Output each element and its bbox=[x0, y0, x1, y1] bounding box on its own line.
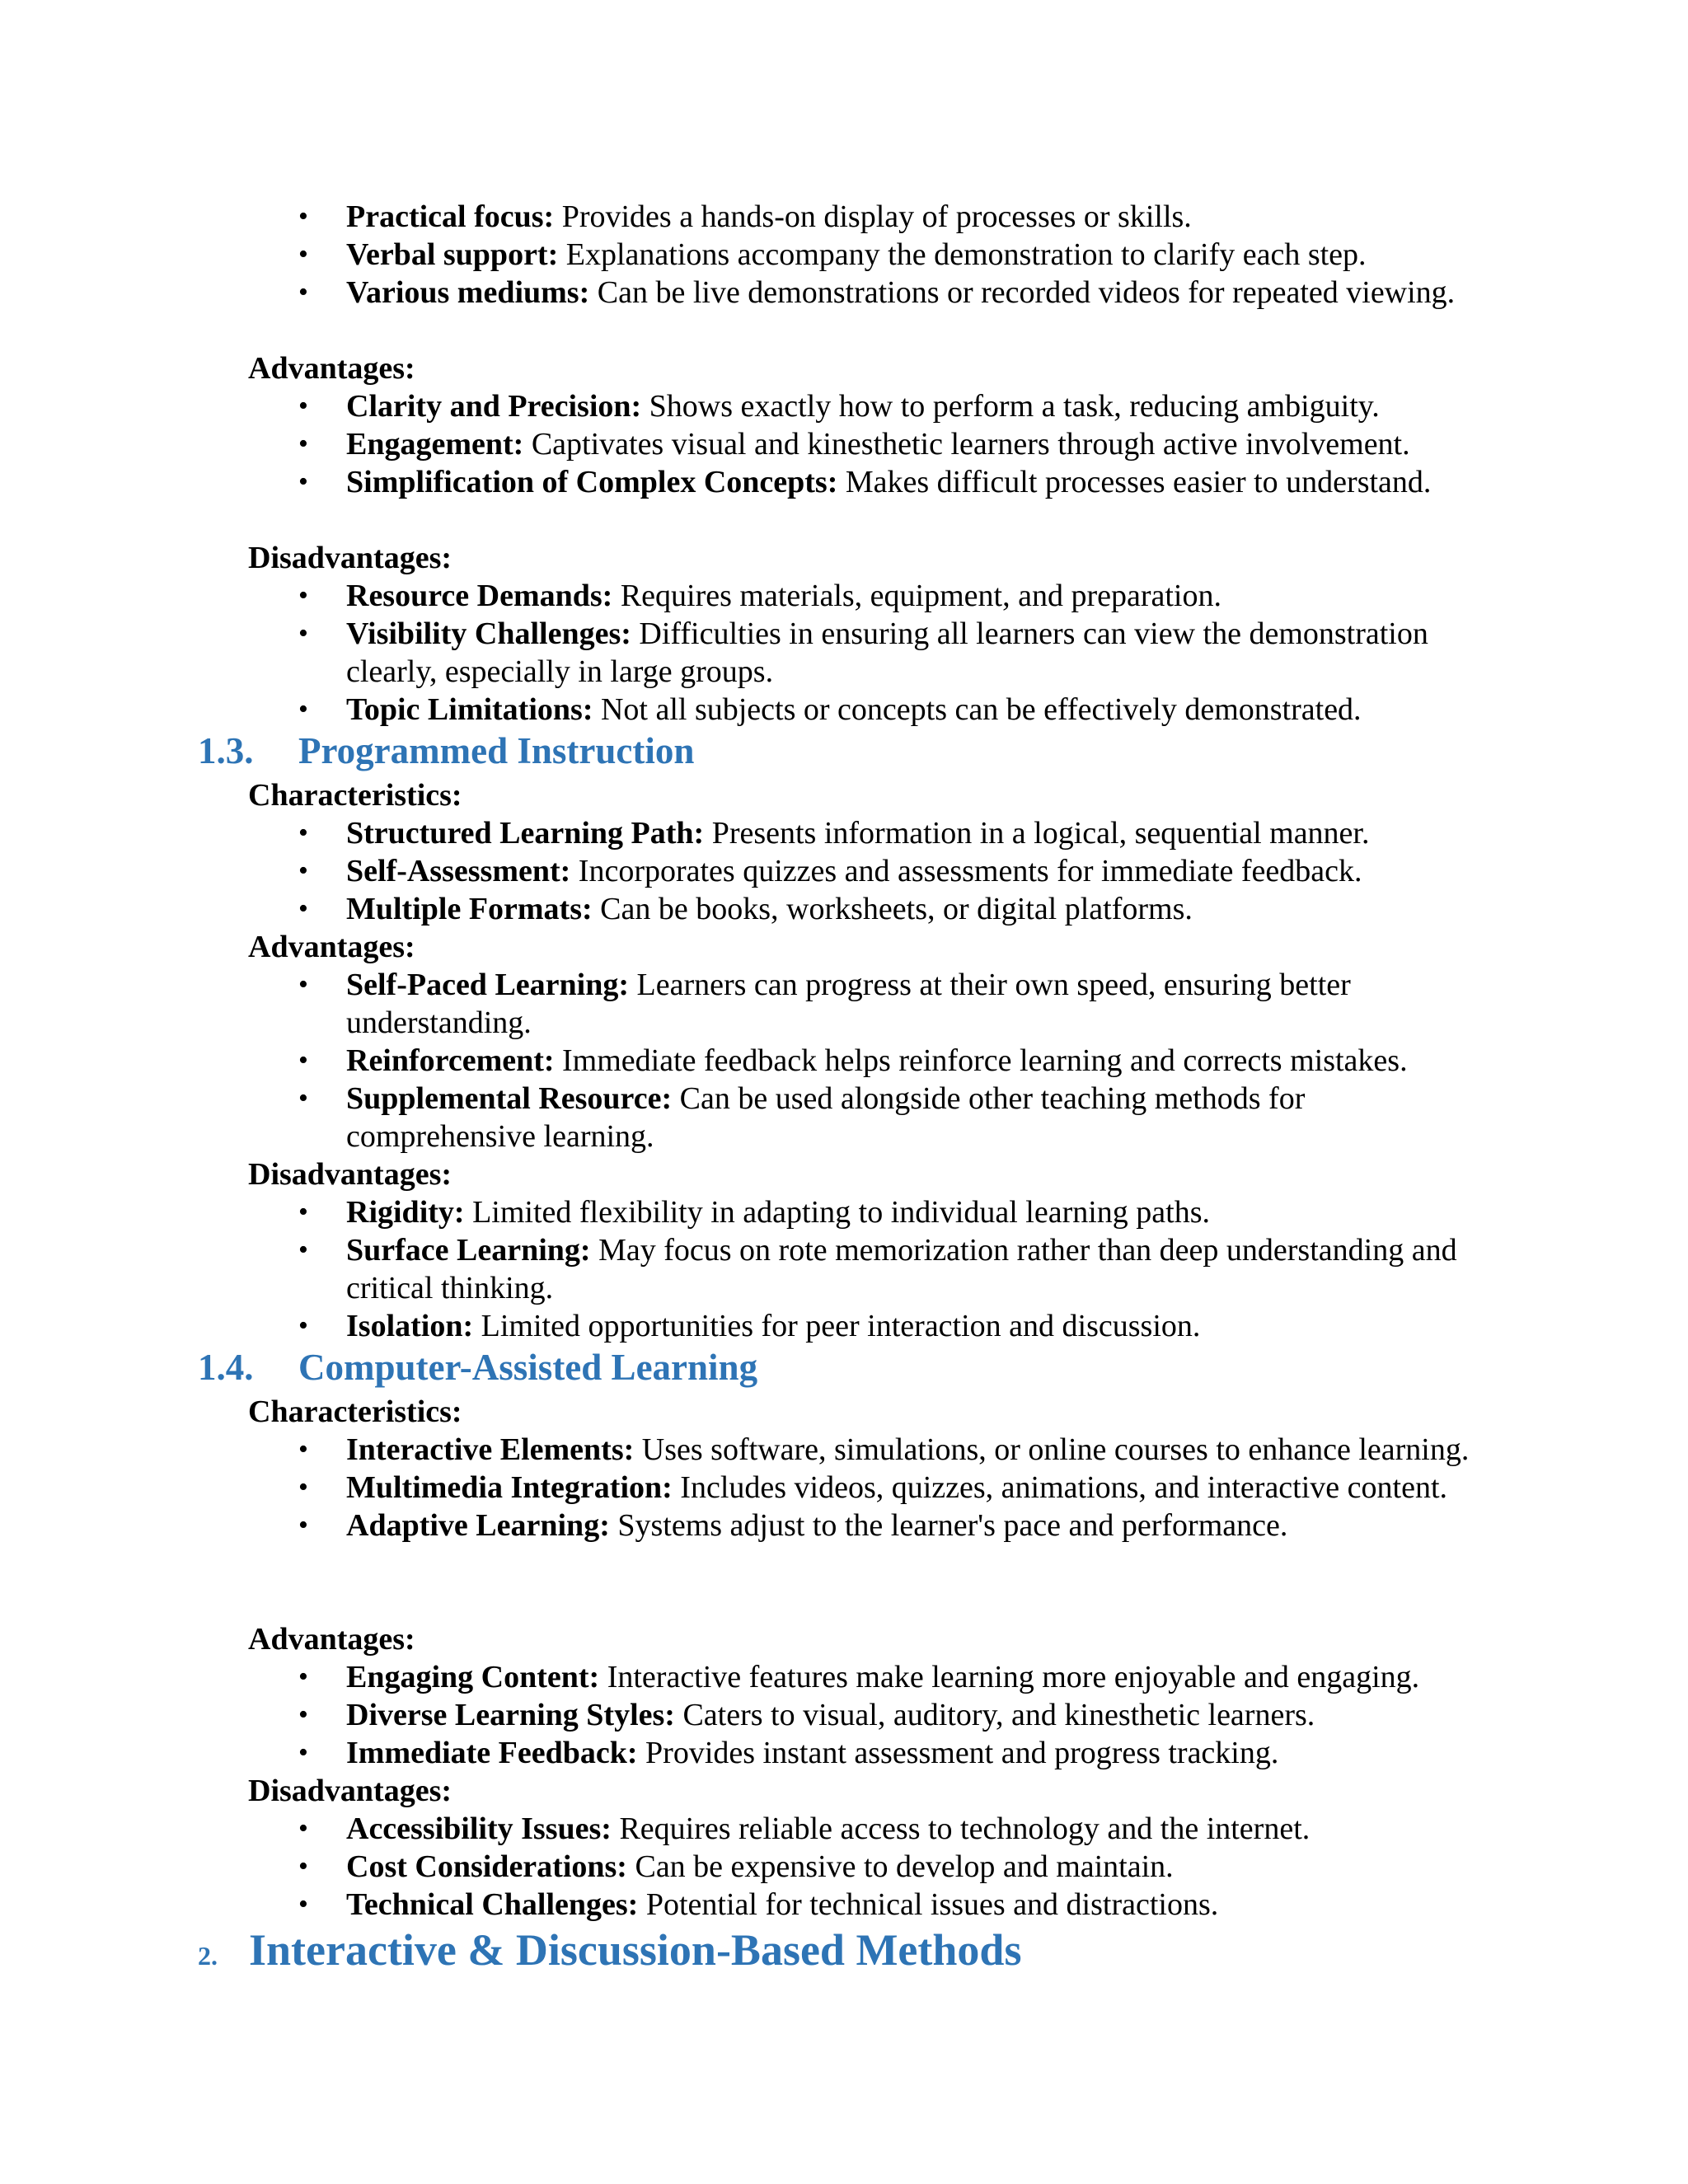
list-item bbox=[0, 425, 1492, 463]
item-description: Can be live demonstrations or recorded videos for repeated viewing. bbox=[589, 275, 1456, 310]
list-item bbox=[0, 1307, 1492, 1345]
item-term: Structured Learning Path: bbox=[346, 816, 705, 851]
cal-advantages-list bbox=[0, 1658, 1492, 1772]
item-description: Potential for technical issues and distractions. bbox=[638, 1887, 1219, 1922]
item-description: Presents information in a logical, sequential manner. bbox=[704, 816, 1370, 851]
item-description: Difficulties in ensuring all learners can view the demonstration clearly, especially in large groups. bbox=[346, 616, 1428, 689]
item-term: Immediate Feedback: bbox=[346, 1736, 638, 1770]
bullet-icon: • bbox=[298, 618, 308, 649]
item-term: Resource Demands: bbox=[346, 579, 613, 613]
item-term: Self-Assessment: bbox=[346, 854, 571, 888]
item-description: Can be expensive to develop and maintain. bbox=[626, 1849, 1174, 1884]
item-description: Provides instant assessment and progress tracking. bbox=[637, 1736, 1279, 1770]
item-description: Captivates visual and kinesthetic learners through active involvement. bbox=[523, 427, 1410, 462]
demo-characteristics-list bbox=[0, 198, 1492, 312]
section-heading-computer-assisted-learning bbox=[198, 1345, 757, 1390]
bullet-icon: • bbox=[298, 818, 308, 848]
list-item bbox=[0, 1848, 1492, 1886]
bullet-icon: • bbox=[298, 429, 308, 459]
bullet-icon: • bbox=[298, 1472, 308, 1502]
list-item bbox=[0, 236, 1492, 274]
bullet-icon: • bbox=[298, 466, 308, 497]
item-description: Includes videos, quizzes, animations, and interactive content. bbox=[672, 1470, 1447, 1505]
list-item bbox=[0, 1042, 1492, 1080]
cal-advantages-label: Advantages: bbox=[248, 1622, 415, 1657]
bullet-icon: • bbox=[298, 239, 308, 269]
bullet-icon: • bbox=[298, 1889, 308, 1919]
item-description: Not all subjects or concepts can be effectively demonstrated. bbox=[593, 692, 1362, 727]
section-title: Computer-Assisted Learning bbox=[298, 1347, 758, 1388]
list-item bbox=[0, 577, 1492, 615]
item-term: Supplemental Resource: bbox=[346, 1081, 673, 1116]
list-item bbox=[0, 463, 1492, 501]
item-term: Visibility Challenges: bbox=[346, 616, 631, 651]
bullet-icon: • bbox=[298, 1510, 308, 1540]
section-number: 1.3. bbox=[198, 730, 254, 771]
bullet-icon: • bbox=[298, 893, 308, 924]
item-description: Systems adjust to the learner's pace and performance. bbox=[609, 1508, 1288, 1543]
item-description: Provides a hands-on display of processes or skills. bbox=[554, 199, 1192, 234]
item-term: Surface Learning: bbox=[346, 1233, 591, 1268]
list-item bbox=[0, 890, 1492, 928]
bullet-icon: • bbox=[298, 580, 308, 611]
bullet-icon: • bbox=[298, 1434, 308, 1465]
list-item bbox=[0, 387, 1492, 425]
list-item bbox=[0, 274, 1492, 312]
bullet-icon: • bbox=[298, 1197, 308, 1227]
list-item bbox=[0, 1193, 1492, 1231]
pi-disadvantages-label: Disadvantages: bbox=[248, 1157, 452, 1192]
item-term: Diverse Learning Styles: bbox=[346, 1698, 675, 1732]
bullet-icon: • bbox=[298, 201, 308, 232]
item-term: Topic Limitations: bbox=[346, 692, 593, 727]
item-term: Cost Considerations: bbox=[346, 1849, 627, 1884]
item-term: Practical focus: bbox=[346, 199, 555, 234]
pi-characteristics-list bbox=[0, 814, 1492, 928]
item-term: Technical Challenges: bbox=[346, 1887, 639, 1922]
chapter-title: Interactive & Discussion-Based Methods bbox=[249, 1925, 1022, 1975]
list-item bbox=[0, 1507, 1492, 1544]
cal-characteristics-label: Characteristics: bbox=[248, 1394, 462, 1429]
item-description: Shows exactly how to perform a task, reducing ambiguity. bbox=[641, 389, 1380, 424]
list-item bbox=[0, 1080, 1492, 1155]
item-term: Isolation: bbox=[346, 1309, 474, 1343]
item-term: Multimedia Integration: bbox=[346, 1470, 673, 1505]
demo-advantages-list bbox=[0, 387, 1492, 501]
item-description: Limited opportunities for peer interaction and discussion. bbox=[473, 1309, 1201, 1343]
item-description: Limited flexibility in adapting to individual learning paths. bbox=[464, 1195, 1211, 1230]
list-item bbox=[0, 1231, 1492, 1307]
item-term: Simplification of Complex Concepts: bbox=[346, 465, 838, 499]
bullet-icon: • bbox=[298, 1045, 308, 1076]
item-description: Caters to visual, auditory, and kinesthetic learners. bbox=[674, 1698, 1315, 1732]
item-description: May focus on rote memorization rather than deep understanding and critical thinking. bbox=[346, 1233, 1457, 1305]
list-item bbox=[0, 1810, 1492, 1848]
chapter-heading-interactive-methods bbox=[198, 1924, 1021, 1982]
item-description: Makes difficult processes easier to understand. bbox=[837, 465, 1432, 499]
item-description: Can be used alongside other teaching methods for comprehensive learning. bbox=[346, 1081, 1306, 1154]
item-term: Clarity and Precision: bbox=[346, 389, 642, 424]
item-description: Requires materials, equipment, and preparation. bbox=[612, 579, 1221, 613]
bullet-icon: • bbox=[298, 1310, 308, 1341]
item-term: Interactive Elements: bbox=[346, 1432, 635, 1467]
item-description: Explanations accompany the demonstration to clarify each step. bbox=[558, 237, 1367, 272]
cal-characteristics-list bbox=[0, 1431, 1492, 1544]
cal-disadvantages-label: Disadvantages: bbox=[248, 1774, 452, 1808]
section-title: Programmed Instruction bbox=[298, 730, 695, 771]
item-description: Learners can progress at their own speed, ensuring better understanding. bbox=[346, 968, 1351, 1040]
demo-disadvantages-list bbox=[0, 577, 1492, 729]
bullet-icon: • bbox=[298, 1699, 308, 1730]
item-term: Various mediums: bbox=[346, 275, 590, 310]
list-item bbox=[0, 1696, 1492, 1734]
item-description: Requires reliable access to technology and the internet. bbox=[611, 1811, 1311, 1846]
item-term: Accessibility Issues: bbox=[346, 1811, 612, 1846]
item-term: Rigidity: bbox=[346, 1195, 465, 1230]
item-term: Adaptive Learning: bbox=[346, 1508, 610, 1543]
item-term: Engagement: bbox=[346, 427, 524, 462]
item-term: Engaging Content: bbox=[346, 1660, 600, 1694]
cal-disadvantages-list bbox=[0, 1810, 1492, 1924]
demo-advantages-label: Advantages: bbox=[248, 351, 415, 386]
pi-advantages-list bbox=[0, 966, 1492, 1155]
bullet-icon: • bbox=[298, 1813, 308, 1844]
list-item bbox=[0, 1431, 1492, 1469]
item-description: Immediate feedback helps reinforce learning and corrects mistakes. bbox=[554, 1043, 1408, 1078]
bullet-icon: • bbox=[298, 1661, 308, 1692]
bullet-icon: • bbox=[298, 1851, 308, 1882]
bullet-icon: • bbox=[298, 1083, 308, 1113]
demo-disadvantages-label: Disadvantages: bbox=[248, 541, 452, 575]
item-term: Multiple Formats: bbox=[346, 892, 593, 926]
pi-advantages-label: Advantages: bbox=[248, 930, 415, 964]
item-description: Interactive features make learning more enjoyable and engaging. bbox=[599, 1660, 1420, 1694]
section-number: 1.4. bbox=[198, 1347, 254, 1388]
chapter-number: 2. bbox=[198, 1941, 218, 1971]
section-heading-programmed-instruction bbox=[198, 729, 694, 773]
list-item bbox=[0, 852, 1492, 890]
list-item bbox=[0, 1658, 1492, 1696]
item-description: Uses software, simulations, or online courses to enhance learning. bbox=[634, 1432, 1470, 1467]
pi-disadvantages-list bbox=[0, 1193, 1492, 1345]
item-description: Incorporates quizzes and assessments for immediate feedback. bbox=[570, 854, 1362, 888]
list-item bbox=[0, 691, 1492, 729]
pi-characteristics-label: Characteristics: bbox=[248, 778, 462, 813]
bullet-icon: • bbox=[298, 694, 308, 724]
list-item bbox=[0, 1886, 1492, 1924]
item-term: Reinforcement: bbox=[346, 1043, 555, 1078]
bullet-icon: • bbox=[298, 277, 308, 307]
list-item bbox=[0, 966, 1492, 1042]
list-item bbox=[0, 615, 1492, 691]
item-description: Can be books, worksheets, or digital platforms. bbox=[592, 892, 1193, 926]
list-item bbox=[0, 814, 1492, 852]
list-item bbox=[0, 198, 1492, 236]
bullet-icon: • bbox=[298, 391, 308, 421]
bullet-icon: • bbox=[298, 969, 308, 1000]
item-term: Self-Paced Learning: bbox=[346, 968, 630, 1002]
bullet-icon: • bbox=[298, 1235, 308, 1265]
bullet-icon: • bbox=[298, 1737, 308, 1768]
item-term: Verbal support: bbox=[346, 237, 559, 272]
list-item bbox=[0, 1469, 1492, 1507]
list-item bbox=[0, 1734, 1492, 1772]
bullet-icon: • bbox=[298, 855, 308, 886]
